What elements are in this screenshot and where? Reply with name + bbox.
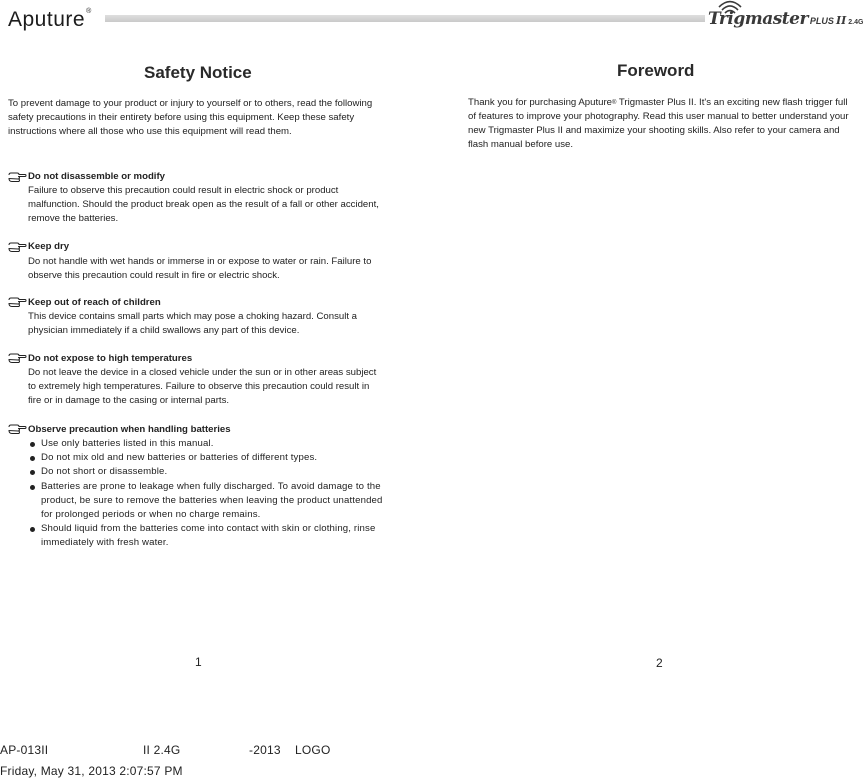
trigmaster-logo <box>708 9 863 29</box>
section-body: This device contains small parts which may pose a choking hazard. Consult a physician immediately if a child swallows any part of this device. <box>28 311 358 336</box>
section-heading: Do not disassemble or modify <box>28 171 166 182</box>
bullet-dot-icon <box>30 470 35 475</box>
list-item-text: Do not short or disassemble. <box>41 466 168 478</box>
section-heading: Keep dry <box>28 241 70 252</box>
brand-name: Aputure <box>8 8 86 31</box>
section-body: Do not leave the device in a closed vehicle under the sun or in other areas subject to extremely high temperatures. Failure to observe this precaution could result in fire or in damage to the casing or internal parts. <box>28 367 377 406</box>
section-body: Do not handle with wet hands or immerse in or expose to water or rain. Failure to observe this precaution could result in fire or electric shock. <box>28 256 372 281</box>
battery-precautions-list <box>30 437 390 551</box>
slug-timestamp: Friday, May 31, 2013 2:07:57 PM <box>0 764 183 778</box>
safety-intro: To prevent damage to your product or injury to yourself or to others, read the following safety precautions in their entirety before using this equipment. Keep these safety instructions where all those who use this equipment will read them. <box>8 98 373 137</box>
pointing-hand-icon <box>8 296 26 308</box>
section-heading: Do not expose to high temperatures <box>28 353 193 364</box>
list-item-text: Batteries are prone to leakage when fully discharged. To avoid damage to the product, be sure to remove the batteries when leaving the product unattended for prolonged periods or when no charge remains. <box>41 480 383 521</box>
pointing-hand-icon <box>8 171 26 183</box>
foreword-text-rest: Trigmaster Plus II. It's an exciting new flash trigger full of features to improve your photography. Read this user manual to better understand your new Trigmaster Plus II and maximize your shooting skills. Also refer to your camera and flash manual before use. <box>468 97 849 150</box>
list-item <box>30 522 390 550</box>
slug-tag: LOGO <box>295 743 331 757</box>
pointing-hand-icon <box>8 352 26 364</box>
page-number-right: 2 <box>656 656 663 670</box>
bullet-dot-icon <box>30 527 35 532</box>
section-heading: Observe precaution when handling batteries <box>28 424 231 435</box>
pointing-hand-icon <box>8 423 26 435</box>
registered-mark: ® <box>612 100 617 106</box>
foreword-text-start: Thank you for purchasing Aputure <box>468 97 612 108</box>
list-item-text: Should liquid from the batteries come into contact with skin or clothing, rinse immediately with fresh water. <box>41 523 376 549</box>
slug-year: -2013 <box>249 743 281 757</box>
brand-registered-mark: ® <box>86 8 92 15</box>
list-item-text: Use only batteries listed in this manual. <box>41 438 214 449</box>
list-item <box>30 451 390 465</box>
foreword-title: Foreword <box>617 61 695 80</box>
list-item <box>30 480 390 523</box>
bullet-dot-icon <box>30 442 35 447</box>
header-rule <box>105 15 705 22</box>
pointing-hand-icon <box>8 241 26 253</box>
list-item-text: Do not mix old and new batteries or batteries of different types. <box>41 452 318 464</box>
bullet-dot-icon <box>30 456 35 461</box>
product-name: Trigmaster <box>708 9 808 29</box>
slug-job-id: AP-013II <box>0 743 49 757</box>
section-body: Failure to observe this precaution could result in electric shock or product malfunction. Should the product break open as the result of a fall or other accident, remove the batteries. <box>28 185 379 224</box>
slug-model: II 2.4G <box>143 743 181 757</box>
bullet-dot-icon <box>30 485 35 490</box>
list-item <box>30 437 390 451</box>
safety-notice-title: Safety Notice <box>144 63 252 82</box>
page-number-left: 1 <box>195 655 202 669</box>
product-plus: PLUS <box>809 16 834 26</box>
aputure-logo <box>8 8 92 32</box>
section-heading: Keep out of reach of children <box>28 297 161 308</box>
list-item <box>30 465 390 479</box>
foreword-text <box>468 96 854 152</box>
product-version: II <box>835 14 847 27</box>
product-band: 2.4G <box>848 19 863 26</box>
